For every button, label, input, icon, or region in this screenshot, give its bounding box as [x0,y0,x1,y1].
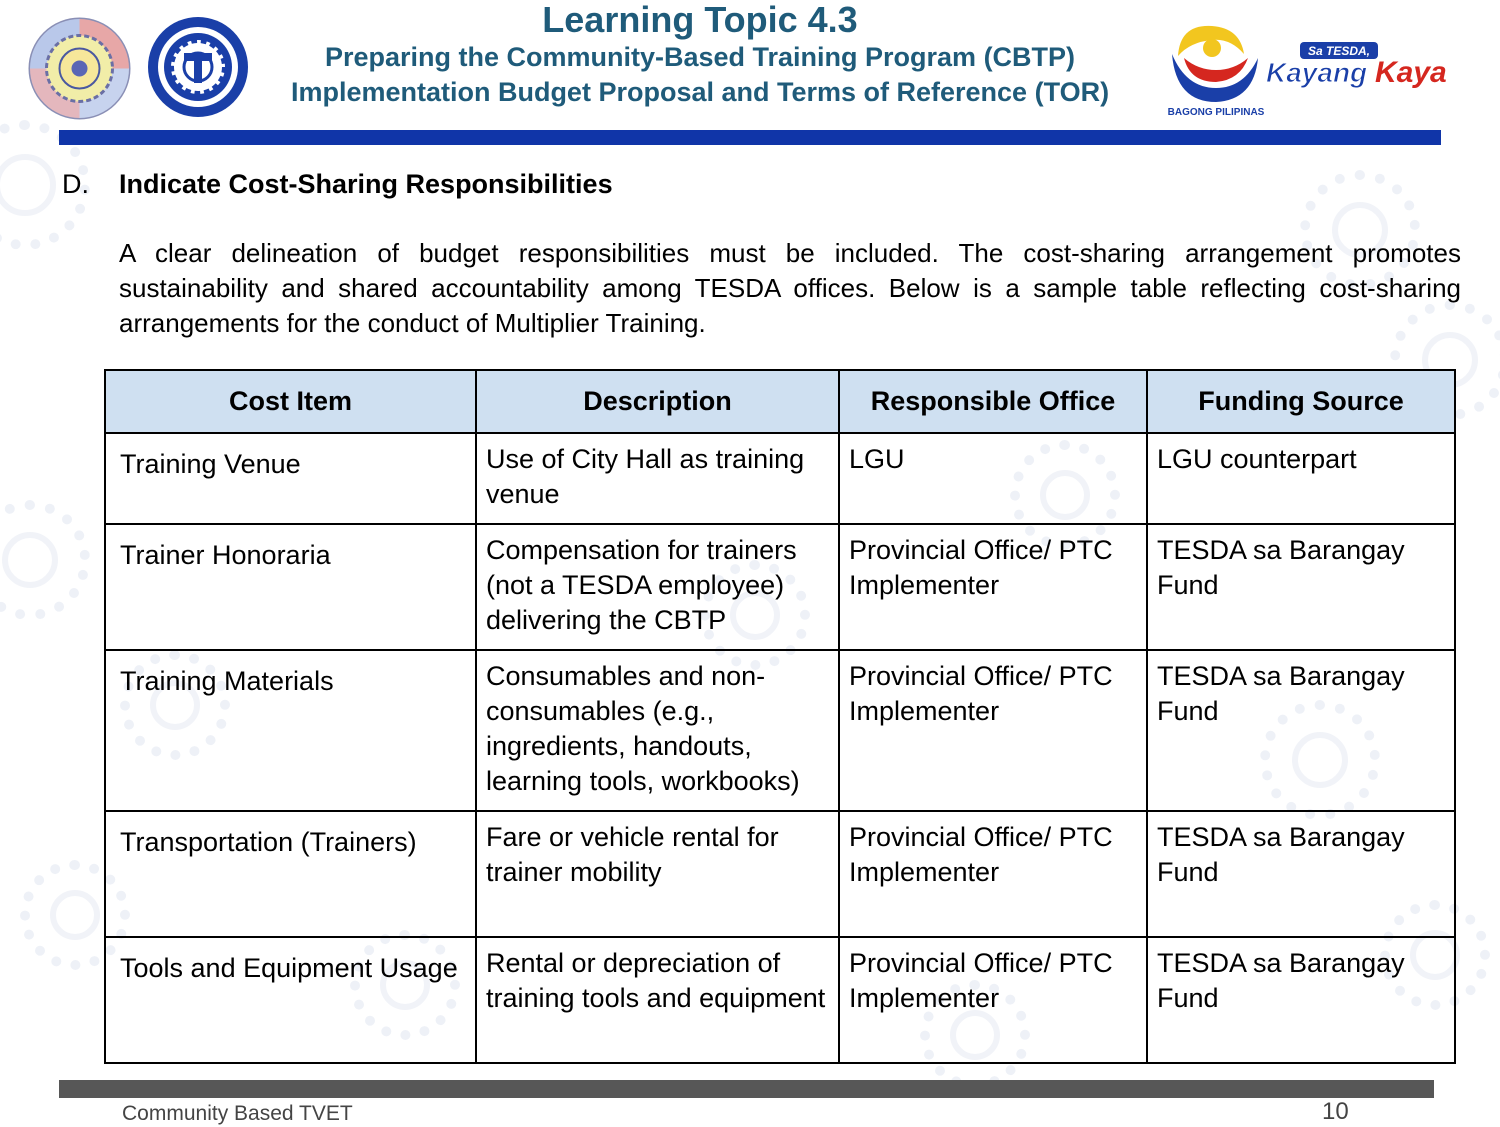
section-heading-text: Indicate Cost-Sharing Responsibilities [119,169,613,199]
slide-title-block [230,0,1170,110]
slide-subtitle-line-1: Preparing the Community-Based Training Program (CBTP) [324,42,1076,72]
table-row [105,937,1455,1063]
page-number: 10 [1322,1098,1349,1125]
footer-divider-bar [59,1080,1434,1098]
cell-description: Rental or depreciation of training tools and equipment [476,937,839,1063]
cell-funding-source: LGU counterpart [1147,433,1455,524]
cell-cost-item: Tools and Equipment Usage [105,937,476,1063]
bagong-pilipinas-caption: BAGONG PILIPINAS [1167,107,1265,118]
column-header-responsible-office: Responsible Office [839,370,1147,433]
column-header-cost-item: Cost Item [105,370,476,433]
cell-responsible-office: Provincial Office/ PTC Implementer [839,524,1147,650]
kaya-word: Kaya [1375,56,1447,89]
table-row [105,524,1455,650]
cell-description: Compensation for trainers (not a TESDA employee) delivering the CBTP [476,524,839,650]
cell-cost-item: Trainer Honoraria [105,524,476,650]
cell-cost-item: Training Materials [105,650,476,811]
watermark-gear [0,500,90,620]
cell-responsible-office: Provincial Office/ PTC Implementer [839,650,1147,811]
cell-funding-source: TESDA sa Barangay Fund [1147,937,1455,1063]
cell-funding-source: TESDA sa Barangay Fund [1147,524,1455,650]
cell-responsible-office: Provincial Office/ PTC Implementer [839,811,1147,937]
cell-description: Consumables and non-consumables (e.g., ingredients, handouts, learning tools, workbooks) [476,650,839,811]
cell-funding-source: TESDA sa Barangay Fund [1147,811,1455,937]
cell-description: Use of City Hall as training venue [476,433,839,524]
table-row [105,433,1455,524]
cell-responsible-office: Provincial Office/ PTC Implementer [839,937,1147,1063]
column-header-description: Description [476,370,839,433]
cell-funding-source: TESDA sa Barangay Fund [1147,650,1455,811]
kayang-kaya-tag: Sa TESDA, [1307,44,1371,58]
cell-responsible-office: LGU [839,433,1147,524]
agency-seal-logo [27,16,132,121]
cell-cost-item: Training Venue [105,433,476,524]
kayang-kaya-logo [1260,40,1480,92]
slide-subtitle-line-2: Implementation Budget Proposal and Terms of Reference (TOR) [290,77,1110,107]
header-divider-bar [59,130,1441,145]
kayang-word: Kayang [1266,57,1368,88]
bagong-pilipinas-logo [1160,14,1272,120]
cell-description: Fare or vehicle rental for trainer mobility [476,811,839,937]
cost-sharing-table [104,369,1456,1064]
table-header-row [105,370,1455,433]
column-header-funding-source: Funding Source [1147,370,1455,433]
section-letter: D. [62,169,89,199]
intro-paragraph: A clear delineation of budget responsibilities must be included. The cost-sharing arrangement promotes sustainability and shared accountability among TESDA offices. Below is a sample table reflecting cost-sharing arrangements for the conduct of Multiplier Training. [119,238,1461,338]
slide-title: Learning Topic 4.3 [542,0,858,40]
table-row [105,650,1455,811]
footer-label: Community Based TVET [122,1102,353,1125]
table-row [105,811,1455,937]
section-heading [62,166,613,202]
cell-cost-item: Transportation (Trainers) [105,811,476,937]
